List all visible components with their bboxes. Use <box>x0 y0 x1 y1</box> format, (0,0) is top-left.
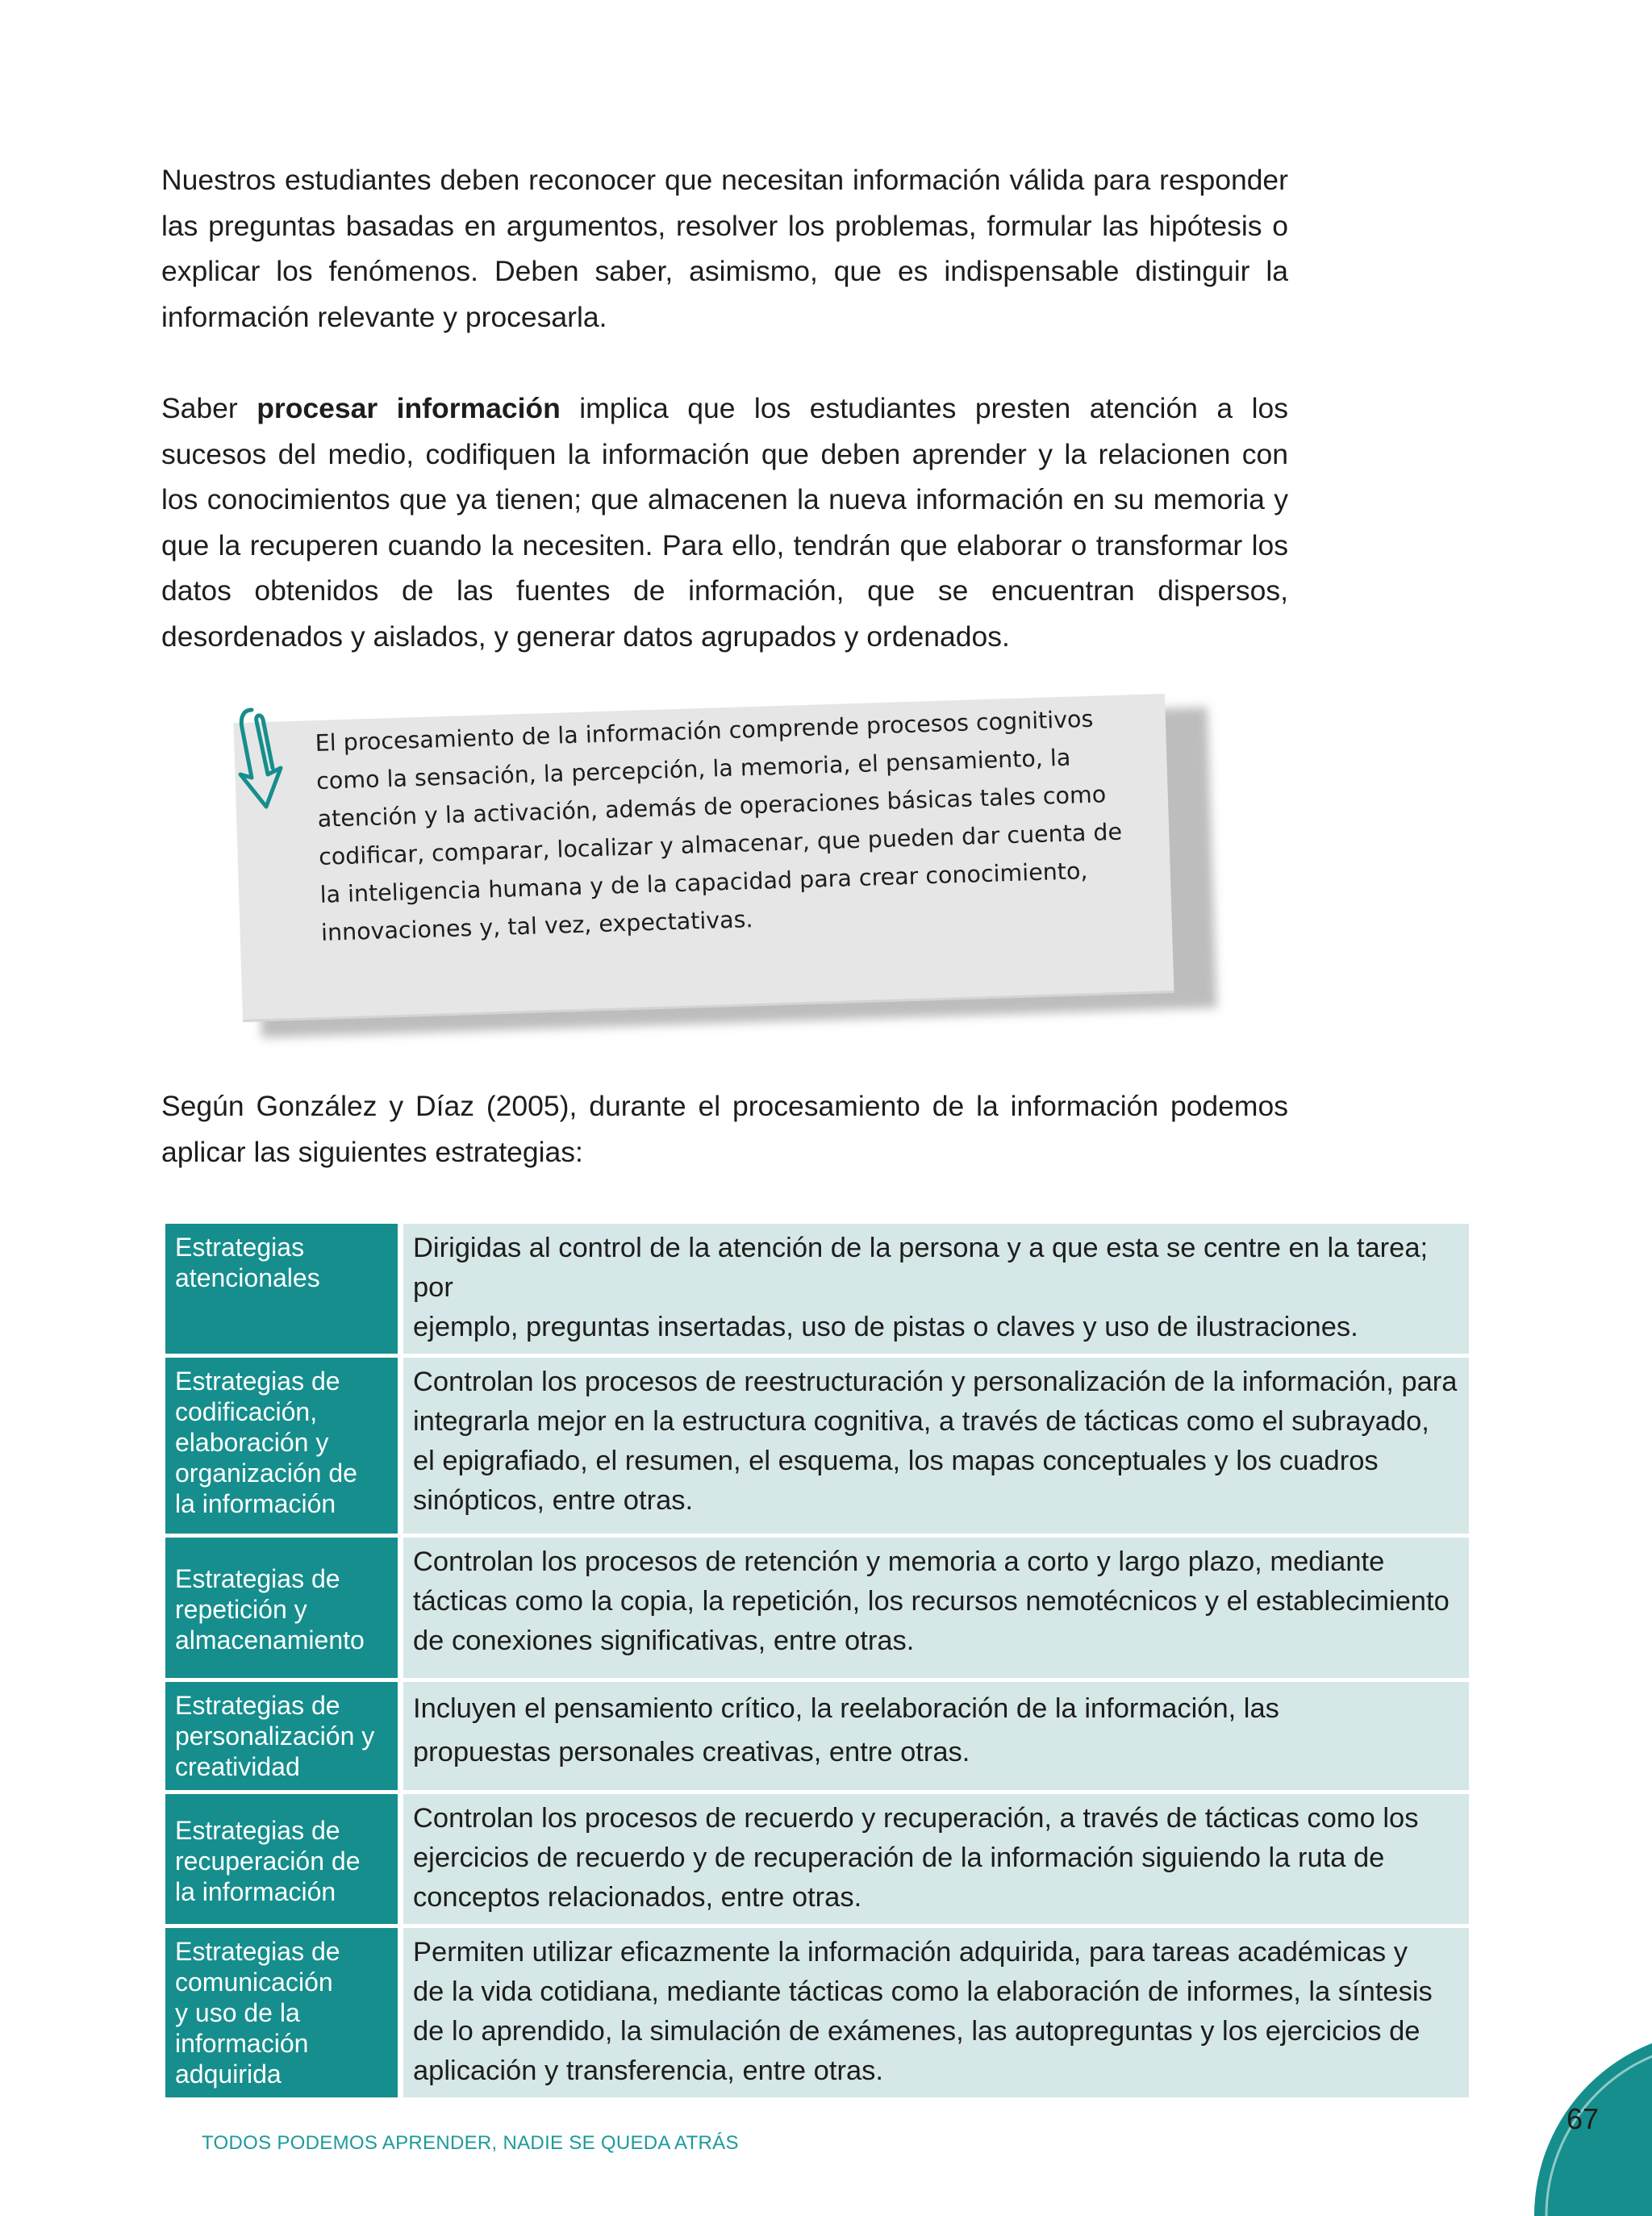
footer-slogan: TODOS PODEMOS APRENDER, NADIE SE QUEDA ATRÁS <box>202 2132 739 2154</box>
strategies-table <box>165 1220 1469 2101</box>
processing-paragraph-body: implica que los estudiantes presten atención a los sucesos del medio, codifiquen la información que deben aprender y la relacionen con los conocimientos que ya tienen; que almacenen la nueva información en su memoria y que la recuperen cuando la necesiten. Para ello, tendrán que elaborar o transformar los datos obtenidos de las fuentes de información, que se encuentran dispersos, desordenados y aislados, y generar datos agrupados y ordenados. <box>161 392 1288 653</box>
category-line: organización de <box>175 1459 357 1488</box>
note-line: innovaciones y, tal vez, expectativas. <box>320 906 753 946</box>
category-line: creatividad <box>175 1752 300 1781</box>
category-line: atencionales <box>175 1263 320 1292</box>
description-line: Controlan los procesos de retención y memoria a corto y largo plazo, mediante <box>413 1546 1385 1577</box>
processing-paragraph <box>161 386 1288 659</box>
note-line: la inteligencia humana y de la capacidad para crear conocimiento, <box>319 857 1088 908</box>
category-line: Estrategias de <box>175 1815 340 1845</box>
table-row <box>165 1358 1469 1534</box>
intro-paragraph: Nuestros estudiantes deben reconocer que necesitan información válida para responder las preguntas basadas en argumentos, resolver los problemas, formular las hipótesis o explicar los fenómenos. Deben saber, asimismo, que es indispensable distinguir la información relevante y procesarla. <box>161 164 1288 333</box>
page-number: 67 <box>1566 2102 1600 2135</box>
strategies-intro: Según González y Díaz (2005), durante el procesamiento de la información podemos aplicar las siguientes estrategias: <box>161 1090 1288 1168</box>
category-line: recuperación de <box>175 1846 361 1876</box>
processing-paragraph-lead: Saber <box>161 392 257 424</box>
category-line: la información <box>175 1489 336 1518</box>
strategy-category <box>165 1928 403 2097</box>
strategy-category <box>165 1794 403 1924</box>
paperclip-arrow-icon <box>234 703 315 824</box>
category-line: Estrategias <box>175 1233 305 1262</box>
description-line: conceptos relacionados, entre otras. <box>413 1882 862 1913</box>
category-line: y uso de la <box>175 1998 300 2027</box>
description-line: de lo aprendido, la simulación de exámenes, las autopreguntas y los ejercicios de <box>413 2016 1420 2047</box>
category-line: personalización y <box>175 1721 375 1751</box>
category-line: adquirida <box>175 2060 282 2089</box>
category-line: Estrategias de <box>175 1691 340 1720</box>
description-line: Controlan los procesos de reestructuración y personalización de la información, para <box>413 1367 1458 1397</box>
strategy-description <box>403 1538 1469 1678</box>
description-line: Permiten utilizar eficazmente la información adquirida, para tareas académicas y <box>413 1937 1408 1968</box>
strategy-category <box>165 1358 403 1534</box>
table-row <box>165 1538 1469 1678</box>
strategy-description <box>403 1682 1469 1790</box>
description-line: tácticas como la copia, la repetición, los recursos nemotécnicos y el establecimiento <box>413 1586 1450 1617</box>
category-line: elaboración y <box>175 1428 329 1457</box>
category-line: Estrategias de <box>175 1937 340 1966</box>
strategy-description <box>403 1358 1469 1534</box>
description-line: Dirigidas al control de la atención de la persona y a que esta se centre en la tarea; por <box>413 1233 1429 1303</box>
category-line: Estrategias de <box>175 1367 340 1396</box>
note-line: como la sensación, la percepción, la memoria, el pensamiento, la <box>315 744 1071 795</box>
description-line: Controlan los procesos de recuerdo y recuperación, a través de tácticas como los <box>413 1803 1419 1834</box>
category-line: la información <box>175 1876 336 1906</box>
description-line: Incluyen el pensamiento crítico, la reelaboración de la información, las <box>413 1693 1279 1724</box>
note-text <box>315 698 1160 952</box>
category-line: almacenamiento <box>175 1625 365 1655</box>
table-row <box>165 1682 1469 1790</box>
description-line: de conexiones significativas, entre otras. <box>413 1625 915 1656</box>
note-line: codificar, comparar, localizar y almacenar, que pueden dar cuenta de <box>318 818 1123 870</box>
description-line: aplicación y transferencia, entre otras. <box>413 2055 883 2086</box>
table-row <box>165 1224 1469 1354</box>
category-line: Estrategias de <box>175 1564 340 1593</box>
description-line: ejercicios de recuerdo y de recuperación de la información siguiendo la ruta de <box>413 1842 1385 1873</box>
processing-keyword: procesar información <box>257 392 561 424</box>
category-line: información <box>175 2029 309 2058</box>
category-line: repetición y <box>175 1595 307 1624</box>
table-row <box>165 1928 1469 2097</box>
description-line: sinópticos, entre otras. <box>413 1485 694 1516</box>
table-row <box>165 1794 1469 1924</box>
strategy-category <box>165 1224 403 1354</box>
strategy-category <box>165 1538 403 1678</box>
strategy-description <box>403 1928 1469 2097</box>
description-line: de la vida cotidiana, mediante tácticas como la elaboración de informes, la síntesis <box>413 1976 1433 2007</box>
strategy-description <box>403 1794 1469 1924</box>
category-line: codificación, <box>175 1397 318 1426</box>
strategy-category <box>165 1682 403 1790</box>
description-line: integrarla mejor en la estructura cognitiva, a través de tácticas como el subrayado, <box>413 1406 1429 1437</box>
note-line: El procesamiento de la información comprende procesos cognitivos <box>315 705 1094 757</box>
description-line: ejemplo, preguntas insertadas, uso de pistas o claves y uso de ilustraciones. <box>413 1312 1358 1342</box>
category-line: comunicación <box>175 1968 333 1997</box>
description-line: propuestas personales creativas, entre otras. <box>413 1737 970 1767</box>
note-line: atención y la activación, además de operaciones básicas tales como <box>317 781 1107 833</box>
description-line: el epigrafiado, el resumen, el esquema, los mapas conceptuales y los cuadros <box>413 1446 1379 1476</box>
strategy-description <box>403 1224 1469 1354</box>
